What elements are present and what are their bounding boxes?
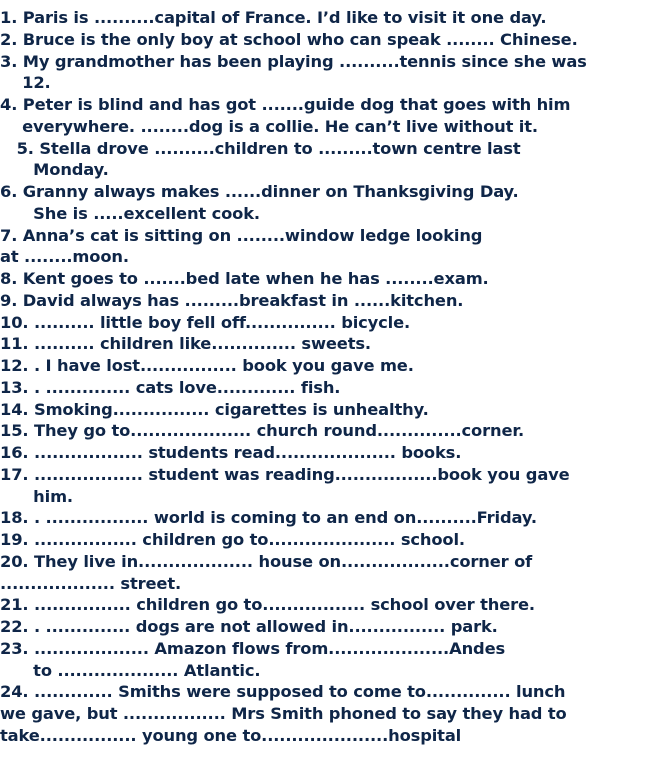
worksheet-line: 14. Smoking................ cigarettes is unhealthy.: [0, 399, 429, 419]
worksheet-line: 19. ................. children go to..................... school.: [0, 530, 465, 549]
worksheet-line: Monday.: [0, 160, 109, 180]
worksheet-line: 3. My grandmother has been playing ..........tennis since she was: [0, 51, 587, 71]
worksheet-line: we gave, but ................. Mrs Smith phoned to say they had to: [0, 704, 567, 723]
worksheet-line: 18. . ................. world is coming to an end on..........Friday.: [0, 508, 537, 528]
worksheet-line: him.: [0, 486, 73, 506]
worksheet-line: 10. .......... little boy fell off............... bicycle.: [0, 312, 411, 332]
worksheet-line: 20. They live in................... house on..................corner of: [0, 551, 533, 571]
worksheet-line: take................ young one to.....................hospital: [0, 725, 462, 745]
worksheet-line: 6. Granny always makes ......dinner on Thanksgiving Day.: [0, 182, 519, 201]
worksheet-line: 21. ................ children go to................. school over there.: [0, 595, 535, 615]
worksheet-line: 5. Stella drove ..........children to .........town centre last: [0, 138, 521, 158]
worksheet-line: She is .....excellent cook.: [0, 203, 260, 223]
worksheet-line: 2. Bruce is the only boy at school who can speak ........ Chinese.: [0, 29, 578, 49]
worksheet-line: 13. . .............. cats love............. fish.: [0, 377, 341, 397]
worksheet-line: 7. Anna’s cat is sitting on ........window ledge looking: [0, 225, 483, 245]
worksheet-line: everywhere. ........dog is a collie. He can’t live without it.: [0, 116, 538, 136]
worksheet-line: 17. .................. student was reading.................book you gave: [0, 464, 570, 484]
worksheet-line: 23. ................... Amazon flows from....................Andes: [0, 638, 506, 658]
worksheet-line: 1. Paris is ..........capital of France. I’d like to visit it one day.: [0, 8, 547, 27]
worksheet-line: 8. Kent goes to .......bed late when he has ........exam.: [0, 269, 489, 288]
worksheet-line: 12. . I have lost................ book you gave me.: [0, 356, 414, 375]
worksheet-line: 22. . .............. dogs are not allowed in................ park.: [0, 617, 498, 636]
worksheet-line: 15. They go to.................... church round..............corner.: [0, 421, 525, 441]
worksheet-line: 9. David always has .........breakfast in ......kitchen.: [0, 290, 464, 310]
worksheet-line: to .................... Atlantic.: [0, 660, 261, 680]
worksheet-line: 24. ............. Smiths were supposed to come to.............. lunch: [0, 682, 566, 702]
worksheet-line: at ........moon.: [0, 247, 129, 267]
worksheet-line: 16. .................. students read.................... books.: [0, 443, 462, 462]
worksheet-line: 12.: [0, 73, 51, 93]
worksheet-line: 11. .......... children like.............. sweets.: [0, 334, 371, 354]
worksheet-line: ................... street.: [0, 573, 182, 593]
worksheet-line: 4. Peter is blind and has got .......guide dog that goes with him: [0, 95, 571, 114]
